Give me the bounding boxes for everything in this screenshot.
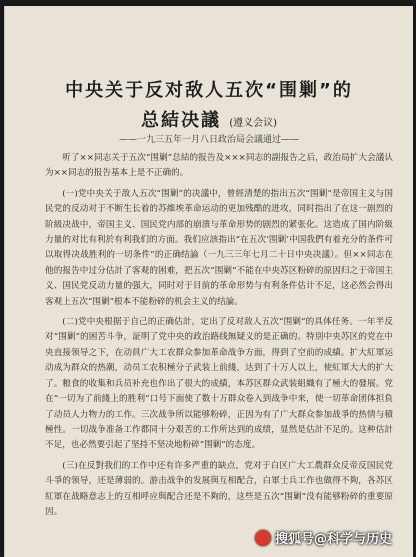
document-body (45, 151, 393, 557)
document-title-line1: 中央关于反对敌人五次“围剿”的 (65, 80, 353, 101)
document-page (4, 6, 413, 557)
paragraph-intro: 听了××同志关于五次“围剿”总結的报告及×××同志的副报告之后，政治局扩大会議认为××同志的报告基本上是不正确的。 (45, 153, 393, 179)
source-watermark (255, 528, 392, 547)
document-title-main: 总結决議 (140, 110, 221, 131)
paragraph-section-2: (二)党中央根据于自己的正确估計，定出了反对敌人五次“围剿”的具体任务。一年半反对“围剿”的困苦斗争，証明了党中央的政治路线無疑义的是正确的。特別中央苏区的党在中央直接领导之下，在动員广大工农群众参加革命战争方面，得到了空前的成績。扩大紅軍运动成为群众的热潮，动员工农积極分子武装上前綫，达到了十万人以上，使紅軍大大的扩大了。粮食的收集和兵员补充也作出了很大的成績，本苏区群众武装組織有了極大的發展。党在“一切为了前綫上的胜利”口号下面使了数十万群众卷入到战争中来，使一切革命团体担負了动员人力物力的工作。三次战争所以能够粉碎，正因为有了广大群众参加战爭的热情与積極性。一切战争准备工作都同十分艰苦的工作所达到的成绩，显然是估計不足的。这种估計不足，也必然要引起了坚持不坚决地粉碎“围剿”的态度。 (45, 317, 393, 451)
document-title-note: (遵义会议) (229, 118, 278, 129)
document-subtitle: ——一九三五年一月八日政治局会議通过—— (118, 135, 299, 145)
paragraph-section-3: (三)在反對我们的工作中还有许多严重的缺点，党对于白区广大工農群众反帝反国民党斗爭的领导，还是薄弱的。游击战争的发展與互相配合，白軍士兵工作也做得不夠，各苏区紅軍在战略意志上的互相呼应與配合还是不夠的，这些是五次“围剿”没有能够粉碎的重要原因。 (45, 460, 393, 517)
paragraph-section-1: (一)党中央关于敌人五次“围剿”的决議中，曾經清楚的指出五次“围剿”是帝国主义与国民党的反动对于不断生长着的苏維埃革命运动的更加残酷的进攻，同时指出了在这一剧烈的阶級决战中，帝国主义、国民党内部的崩溃与革命形势的剧烈的紧张化。这造成了国内阶級力量的对比有利於有利我们的方面。我们应該指出“在五次‘围剿’中国我們有着充分的条件可以取得决战胜利的一切条件”的正确结論（一九三三年七月二十日中央决議）。但××同志在他的报告中过分估計了客观的困难，把五次“围剿”不能在中央苏区粉碎的原因归之于帝国主义、国民党反动力量的强大，同时对于目前的革命形势与有利条件估计不足，这必然会得出客观上五次“围剿”根本不能粉碎的机会主义的结論。 (45, 188, 393, 307)
watermark-text: 搜狐号@科学与历史 (274, 532, 392, 547)
sohu-logo-icon (255, 530, 271, 546)
document-title-line2 (5, 106, 413, 132)
